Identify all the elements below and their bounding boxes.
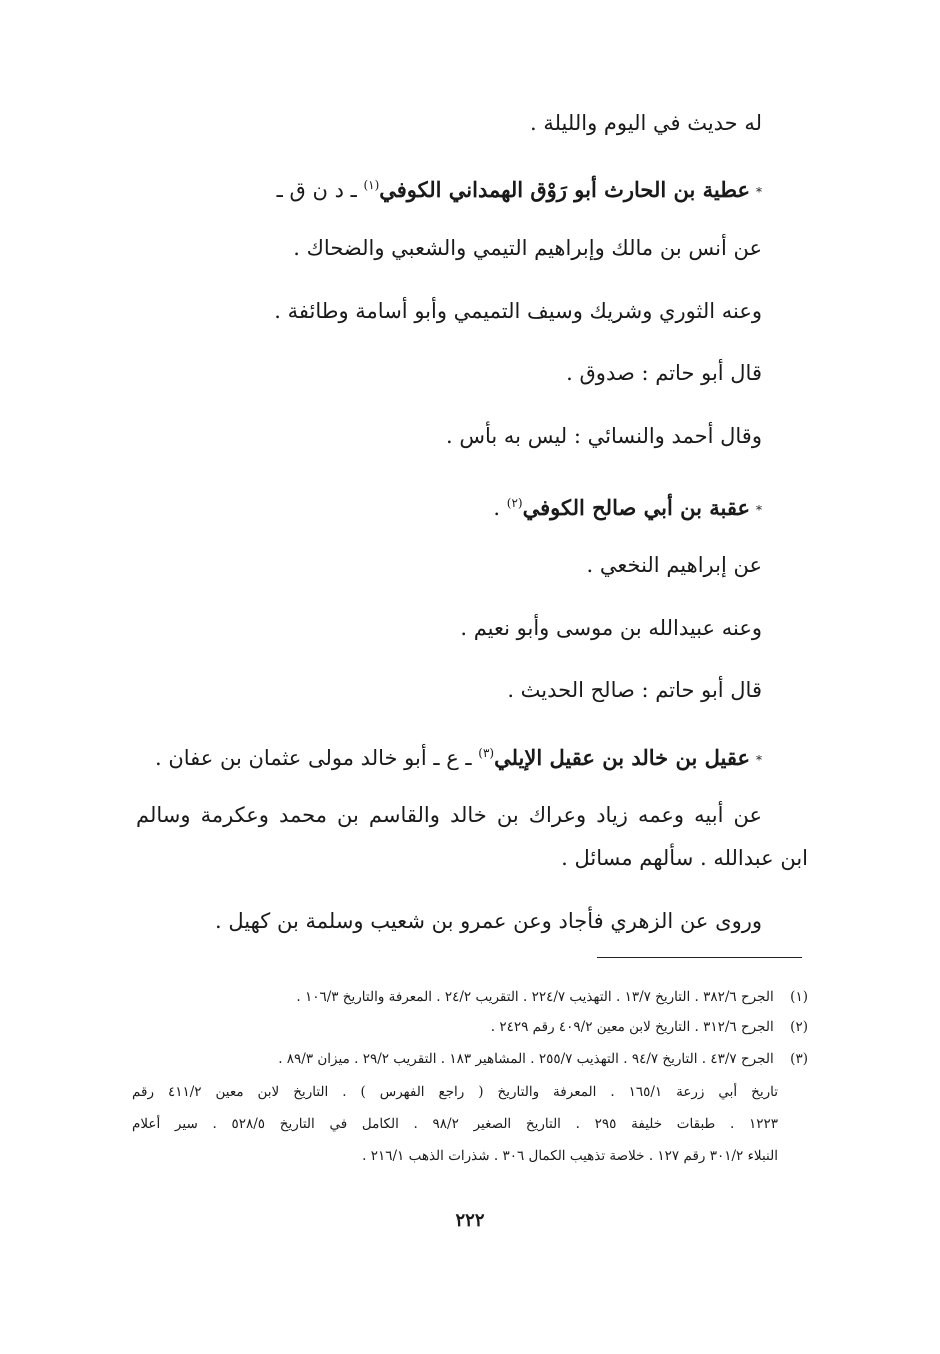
footnote <box>132 1046 808 1072</box>
entry-suffix: ـ د ن ق ـ <box>276 178 357 202</box>
entry-heading <box>62 738 762 775</box>
footnote-continuation: تاريخ أبي زرعة ١٦٥/١ . المعرفة والتاريخ ( راجع الفهرس ) . التاريخ لابن معين ٤١١/٢ رقم <box>132 1084 779 1100</box>
text-line: قال أبو حاتم : صدوق . <box>566 361 762 385</box>
text-line: له حديث في اليوم والليلة . <box>529 111 762 135</box>
footnote-separator <box>597 957 802 958</box>
entry-marker: * <box>756 184 762 199</box>
footnote-text: الجرح ٣٨٢/٦ . التاريخ ١٣/٧ . التهذيب ٢٢٤/٧ . التقريب ٢٤/٢ . المعرفة والتاريخ ١٠٦/٣ . <box>296 989 774 1005</box>
entry-marker: * <box>756 502 762 517</box>
entry-suffix: . <box>493 496 501 520</box>
text-line: وعنه عبيدالله بن موسى وأبو نعيم . <box>460 616 762 640</box>
text-line: ابن عبدالله . سألهم مسائل . <box>561 846 808 870</box>
entry-name: عطية بن الحارث أبو رَوْق الهمداني الكوفي <box>379 177 750 202</box>
footnote-ref: (٢) <box>506 496 523 510</box>
footnote-number: (٣) <box>790 1051 808 1067</box>
footnote-continuation: ١٢٢٣ . طبقات خليفة ٢٩٥ . التاريخ الصغير ٩٨/٢ . الكامل في التاريخ ٥٢٨/٥ . سير أعلام <box>132 1116 779 1132</box>
text-line: عن إبراهيم النخعي . <box>586 553 762 577</box>
text-line: قال أبو حاتم : صالح الحديث . <box>507 678 762 702</box>
entry-heading <box>122 170 762 207</box>
footnote-number: (٢) <box>790 1019 808 1035</box>
footnote <box>132 1014 808 1040</box>
entry-name: عقيل بن خالد بن عقيل الإيلي <box>494 745 750 770</box>
entry-name: عقبة بن أبي صالح الكوفي <box>522 495 750 520</box>
text-line: وقال أحمد والنسائي : ليس به بأس . <box>446 424 762 448</box>
footnote-continuation: النبلاء ٣٠١/٢ رقم ١٢٧ . خلاصة تذهيب الكمال ٣٠٦ . شذرات الذهب ٢١٦/١ . <box>362 1148 778 1164</box>
entry-heading <box>122 488 762 525</box>
footnote <box>132 984 808 1010</box>
footnote-ref: (٣) <box>478 746 495 760</box>
page-number: ٢٢٢ <box>455 1210 485 1231</box>
text-line: وعنه الثوري وشريك وسيف التميمي وأبو أسامة وطائفة . <box>274 299 762 323</box>
text-line: عن أنس بن مالك وإبراهيم التيمي والشعبي والضحاك . <box>293 236 762 260</box>
entry-marker: * <box>756 752 762 767</box>
footnote-text: الجرح ٤٣/٧ . التاريخ ٩٤/٧ . التهذيب ٢٥٥/٧ . المشاهير ١٨٣ . التقريب ٢٩/٢ . ميزان ٨٩/٣ . <box>278 1051 774 1067</box>
footnote-text: الجرح ٣١٢/٦ . التاريخ لابن معين ٤٠٩/٢ رقم ٢٤٢٩ . <box>490 1019 774 1035</box>
text-line: عن أبيه وعمه زياد وعراك بن خالد والقاسم بن محمد وعكرمة وسالم <box>136 803 762 827</box>
footnote-number: (١) <box>790 989 808 1005</box>
text-line: وروى عن الزهري فأجاد وعن عمرو بن شعيب وسلمة بن كهيل . <box>215 909 762 933</box>
footnote-ref: (١) <box>363 178 380 192</box>
entry-suffix: ـ ع ـ أبو خالد مولى عثمان بن عفان . <box>155 746 472 770</box>
